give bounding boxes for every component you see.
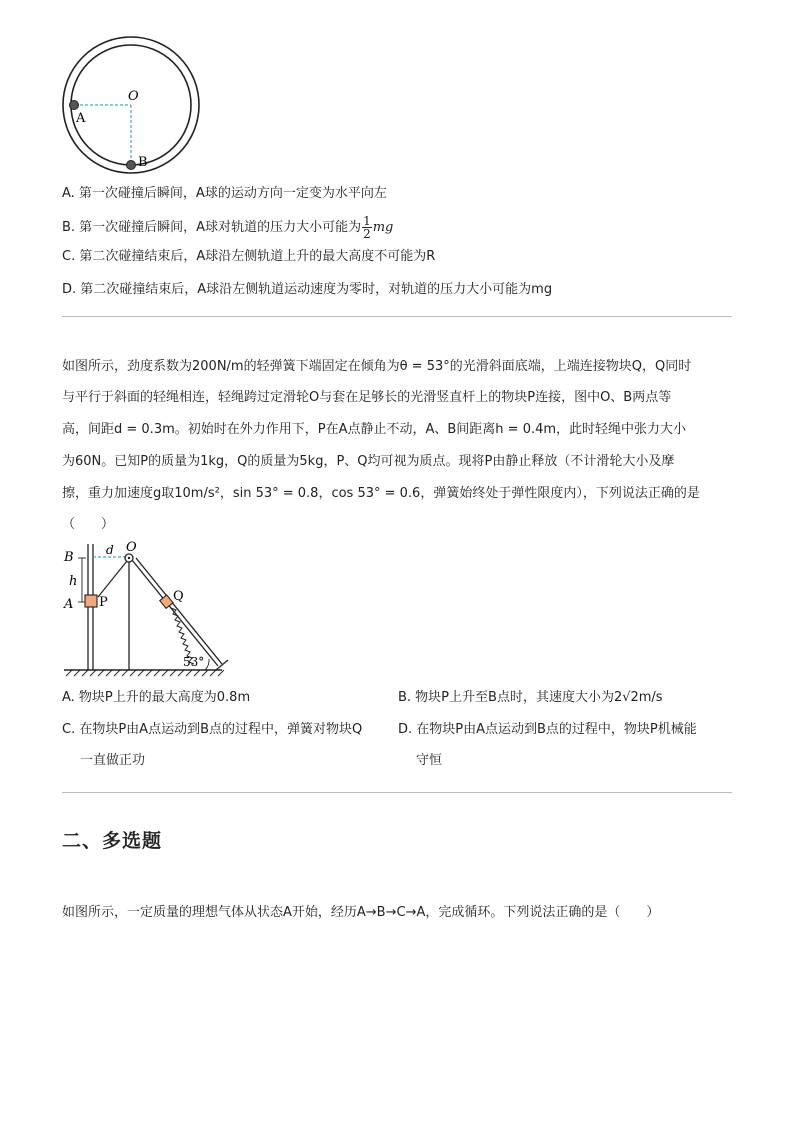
incline-surface (132, 560, 218, 666)
label-o: O (128, 89, 139, 104)
ball-a (70, 101, 79, 110)
q2-option-d-line-1: D. 在物块P由A点运动到B点的过程中，物块P机械能 (398, 722, 697, 737)
q2-option-b: B. 物块P上升至B点时，其速度大小为2√2m/s (398, 690, 663, 705)
label-h: h (69, 574, 78, 589)
q2-answer-blank: （ ） (62, 517, 115, 532)
q1-option-d: D. 第二次碰撞结束后，A球沿左侧轨道运动速度为零时，对轨道的压力大小可能为mg (62, 282, 553, 297)
incline-surface-lower (136, 558, 222, 664)
label-o: O (126, 540, 137, 555)
label-angle: 53° (183, 655, 205, 669)
q1-option-b (62, 213, 393, 243)
ball-b (127, 161, 136, 170)
fraction-one-half (362, 215, 372, 240)
q1-figure (58, 36, 208, 176)
q2-option-c-line-1: C. 在物块P由A点运动到B点的过程中，弹簧对物块Q (62, 722, 363, 737)
q2-stem-line-3: 高，间距d = 0.3m。初始时在外力作用下，P在A点静止不动，A、B间距离h = 0.4m，此时轻绳中张力大小 (62, 422, 687, 437)
rope-to-p (98, 561, 127, 597)
q2-option-a: A. 物块P上升的最大高度为0.8m (62, 690, 251, 705)
q3-stem: 如图所示，一定质量的理想气体从状态A开始，经历A→B→C→A，完成循环。下列说法正确的是（ ） (62, 905, 660, 920)
label-a: A (64, 597, 74, 612)
label-p: P (99, 595, 108, 610)
q2-option-c-line-2: 一直做正功 (80, 753, 146, 768)
divider-1 (62, 316, 732, 317)
label-d: d (106, 543, 114, 557)
divider-2 (62, 792, 732, 793)
q1-option-b-text: B. 第一次碰撞后瞬间，A球对轨道的压力大小可能为 (62, 220, 362, 235)
fraction-numerator: 1 (363, 214, 371, 228)
q2-stem-line-5: 擦，重力加速度g取10m/s²，sin 53° = 0.8，cos 53° = 0.6，弹簧始终处于弹性限度内），下列说法正确的是 (62, 486, 700, 501)
label-b: B (138, 155, 148, 170)
label-b: B (64, 550, 74, 565)
section-heading-multiple-choice: 二、多选题 (62, 830, 163, 852)
q2-figure (60, 538, 240, 683)
q2-stem-line-2: 与平行于斜面的轻绳相连，轻绳跨过定滑轮O与套在足够长的光滑竖直杆上的物块P连接，图中O、B两点等 (62, 390, 672, 405)
q1-option-a: A. 第一次碰撞后瞬间，A球的运动方向一定变为水平向左 (62, 186, 387, 201)
angle-arc (205, 659, 209, 670)
pulley-axle (128, 557, 130, 559)
label-q: Q (173, 589, 184, 604)
q1-option-c: C. 第二次碰撞结束后，A球沿左侧轨道上升的最大高度不可能为R (62, 249, 436, 264)
q2-stem-line-1: 如图所示，劲度系数为200N/m的轻弹簧下端固定在倾角为θ = 53°的光滑斜面底端，上端连接物块Q，Q同时 (62, 359, 692, 374)
q2-option-d-line-2: 守恒 (416, 753, 443, 768)
ground-hatching (66, 670, 224, 676)
q2-stem-line-4: 为60N。已知P的质量为1kg，Q的质量为5kg，P、Q均可视为质点。现将P由静止释放（不计滑轮大小及摩 (62, 454, 675, 469)
fraction-denominator: 2 (363, 227, 371, 241)
q1-option-b-mg: mg (372, 220, 394, 235)
block-p (85, 595, 97, 607)
label-a: A (76, 111, 86, 126)
